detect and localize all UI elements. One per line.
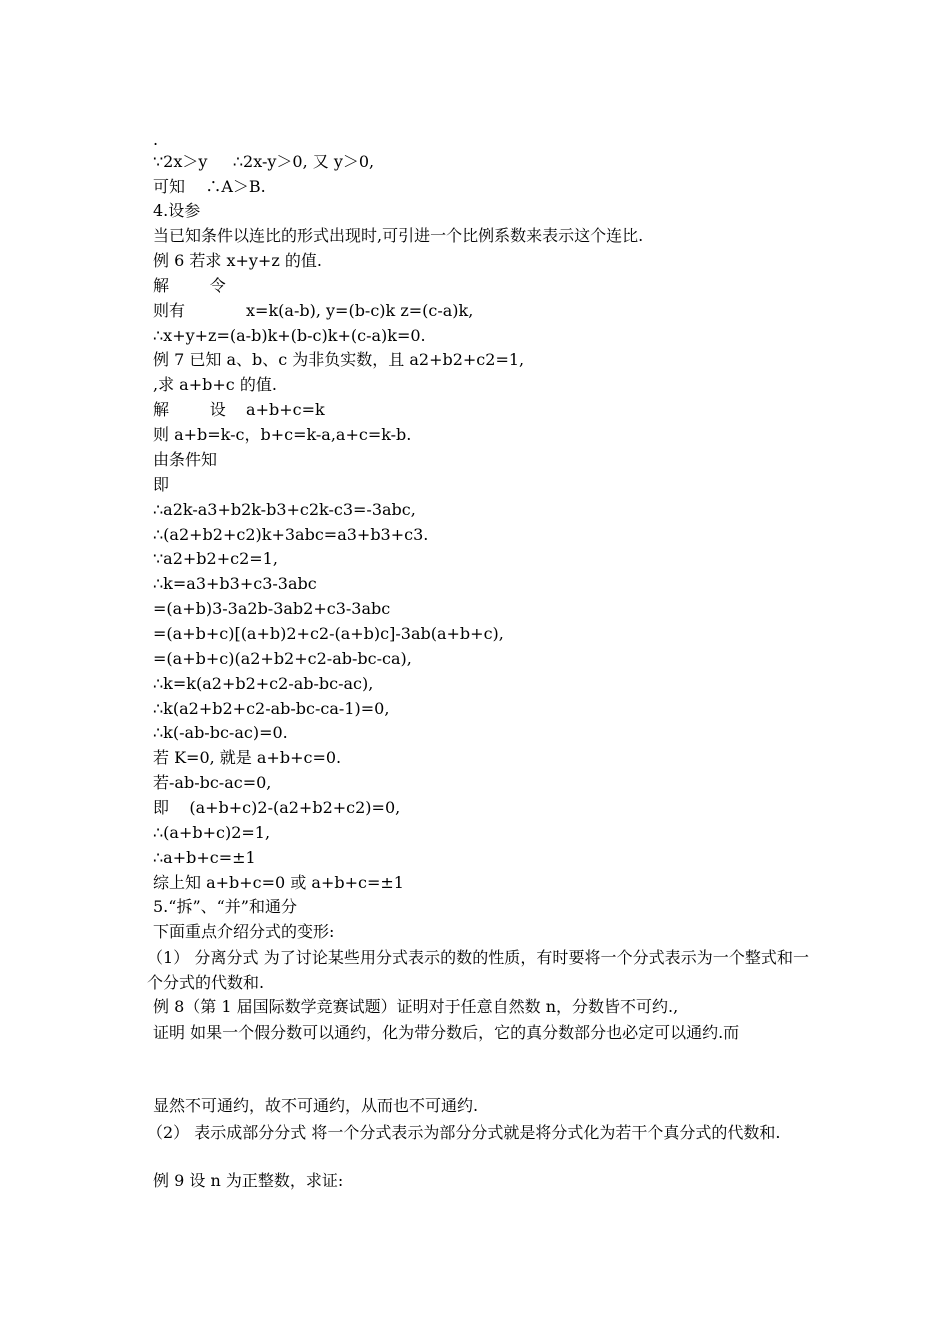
example-heading: 例 8（第 1 届国际数学竞赛试题）证明对于任意自然数 n，分数皆不可约., — [153, 997, 679, 1016]
text-line: ∴k=k(a2+b2+c2-ab-bc-ac), — [153, 674, 374, 693]
text-line: . — [153, 130, 159, 149]
text-line: ∴x+y+z=(a-b)k+(b-c)k+(c-a)k=0. — [153, 326, 426, 345]
text-line: 可知 ∴A＞B. — [153, 177, 266, 196]
section-heading: 4.设参 — [153, 201, 201, 220]
text-line: 即 — [153, 475, 170, 494]
text-line: 下面重点介绍分式的变形: — [153, 922, 335, 941]
text-line: 综上知 a+b+c=0 或 a+b+c=±1 — [153, 873, 404, 892]
text-line: 当已知条件以连比的形式出现时,可引进一个比例系数来表示这个连比. — [153, 226, 644, 245]
text-line: 解 设 a+b+c=k — [153, 400, 325, 419]
example-heading: 例 9 设 n 为正整数，求证: — [153, 1171, 344, 1190]
text-line: 由条件知 — [153, 450, 218, 469]
text-line: =(a+b+c)(a2+b2+c2-ab-bc-ca), — [153, 649, 412, 668]
text-line: ∴k(a2+b2+c2-ab-bc-ca-1)=0, — [153, 699, 390, 718]
text-line: ∴k=a3+b3+c3-3abc — [153, 574, 317, 593]
text-line: ∴k(-ab-bc-ac)=0. — [153, 723, 288, 742]
text-line: =(a+b)3-3a2b-3ab2+c3-3abc — [153, 599, 391, 618]
section-heading: 5.“拆”、“并”和通分 — [153, 897, 297, 916]
text-line: ∵2x＞y ∴2x-y＞0, 又 y＞0, — [153, 152, 375, 171]
text-line: ∴a+b+c=±1 — [153, 848, 256, 867]
text-line: 若-ab-bc-ac=0, — [153, 773, 272, 792]
text-line: 解 令 — [153, 276, 226, 295]
text-line: ∵a2+b2+c2=1, — [153, 549, 278, 568]
paragraph-partial-fraction: （2） 表示成部分分式 将一个分式表示为部分分式就是将分式化为若干个真分式的代数和. — [147, 1123, 781, 1142]
text-line: 则 a+b=k-c，b+c=k-a,a+c=k-b. — [153, 425, 412, 444]
example-heading: 例 6 若求 x+y+z 的值. — [153, 251, 322, 270]
text-line: 显然不可通约，故不可通约，从而也不可通约. — [153, 1096, 479, 1115]
text-line: ∴(a2+b2+c2)k+3abc=a3+b3+c3. — [153, 525, 429, 544]
text-line: 即 (a+b+c)2-(a2+b2+c2)=0, — [153, 798, 401, 817]
text-line: 则有 x=k(a-b), y=(b-c)k z=(c-a)k, — [153, 301, 474, 320]
text-line: =(a+b+c)[(a+b)2+c2-(a+b)c]-3ab(a+b+c), — [153, 624, 504, 643]
text-line: ∴a2k-a3+b2k-b3+c2k-c3=-3abc, — [153, 500, 416, 519]
paragraph-proof: 证明 如果一个假分数可以通约，化为带分数后，它的真分数部分也必定可以通约.而 — [153, 1023, 740, 1042]
text-line: ,求 a+b+c 的值. — [153, 375, 277, 394]
paragraph-separate-fraction: （1） 分离分式 为了讨论某些用分式表示的数的性质，有时要将一个分式表示为一个整式和一个分式的代数和. — [147, 948, 809, 992]
text-line: ∴(a+b+c)2=1, — [153, 823, 271, 842]
text-line: 若 K=0, 就是 a+b+c=0. — [153, 748, 342, 767]
example-heading: 例 7 已知 a、b、c 为非负实数，且 a2+b2+c2=1, — [153, 350, 525, 369]
